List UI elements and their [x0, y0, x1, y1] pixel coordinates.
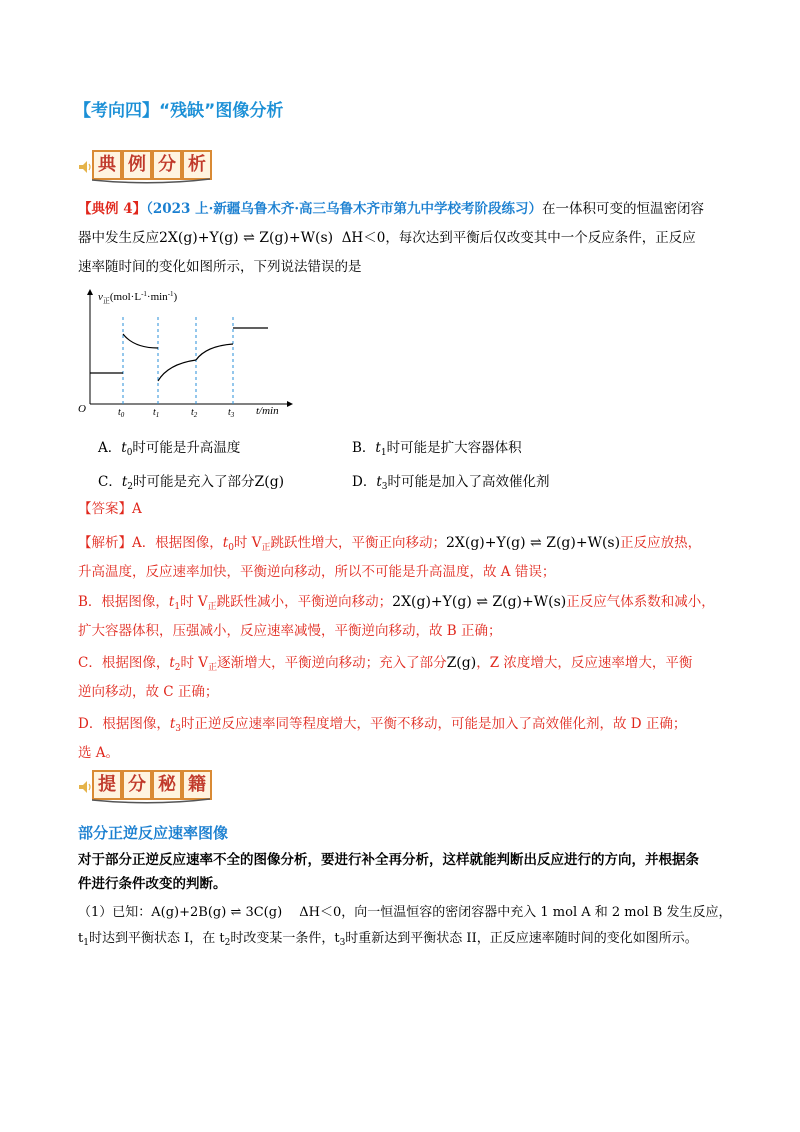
y-axis-label: $v_正(mol\cdot L^{-1}\cdot\min^{-1})$: [98, 290, 178, 305]
banner2-char-2: 分: [122, 770, 152, 800]
analysis-b-line-2: 扩大容器体积，压强减小，反应速率减慢，平衡逆向移动，故 B 正确；: [78, 623, 502, 639]
banner-underline-icon: [92, 796, 212, 806]
speaker-icon: [78, 160, 92, 174]
option-a[interactable]: A．$t_0$时可能是升高温度: [98, 440, 241, 458]
banner1-char-3: 分: [152, 150, 182, 180]
example-line-1: [78, 195, 738, 224]
banner-example-analysis: [78, 150, 218, 184]
example-delta: ΔH＜0: [341, 230, 386, 246]
option-b[interactable]: B．$t_1$时可能是扩大容器体积: [352, 440, 522, 458]
segment-t1-t2: [158, 360, 196, 381]
analysis-c-line-1: C．根据图像，$t_2$时 $V_正$逐渐增大，平衡逆向移动；充入了部分Z(g)，Z 浓度增大，反应速率增大，平衡: [78, 655, 693, 673]
banner1-char-2: 例: [122, 150, 152, 180]
segment-t0-t1: [123, 334, 158, 348]
answer: 【答案】A: [78, 501, 142, 517]
tips-heading: 部分正逆反应速率图像: [78, 824, 229, 842]
example-tag: 【典例 4】: [78, 201, 147, 217]
segment-t2-t3: [196, 344, 233, 360]
tips-bold-line-1: 对于部分正逆反应速率不全的图像分析，要进行补全再分析，这样就能判断出反应进行的方向，并根据条: [78, 852, 699, 868]
banner-tips: [78, 770, 218, 804]
analysis-a-line-2: 升高温度，反应速率加快，平衡逆向移动，所以不可能是升高温度，故 A 错误；: [78, 564, 556, 580]
option-d[interactable]: D．$t_3$时可能是加入了高效催化剂: [352, 474, 550, 492]
banner1-char-1: 典: [92, 150, 122, 180]
tick-label-t3: $t_3$: [228, 407, 235, 418]
example-text-2b: ，每次达到平衡后仅改变其中一个反应条件，正反应: [385, 230, 696, 246]
tips-q1-line-2: $t_1$时达到平衡状态 I，在 $t_2$时改变某一条件，$t_3$时重新达到平衡状态 II，正反应速率随时间的变化如图所示。: [78, 931, 698, 948]
origin-label: O: [78, 403, 86, 415]
example-text-2a: 器中发生反应: [78, 230, 159, 246]
example-equation: 2X(g)+Y(g) ⇌ Z(g)+W(s): [159, 230, 334, 246]
section-title: 【考向四】“残缺”图像分析: [74, 101, 284, 121]
tick-label-t0: $t_0$: [118, 407, 125, 418]
tick-label-t2: $t_2$: [191, 407, 198, 418]
analysis-d-line-1: D．根据图像，$t_3$时正逆反应速率同等程度增大，平衡不移动，可能是加入了高效催化剂，故 D 正确；: [78, 716, 687, 734]
speaker-icon: [78, 780, 92, 794]
example-text-1: 在一体积可变的恒温密闭容: [542, 201, 705, 217]
analysis-b-line-1: B．根据图像，$t_1$时 $V_正$跳跃性减小，平衡逆向移动；2X(g)+Y(g) ⇌ Z(g)+W(s)正反应气体系数和减小，: [78, 594, 715, 612]
example-source: （2023 上·新疆乌鲁木齐·高三乌鲁木齐市第九中学校考阶段练习）: [146, 201, 543, 217]
analysis-d-line-2: 选 A。: [78, 745, 120, 761]
option-c[interactable]: C．$t_2$时可能是充入了部分Z(g): [98, 474, 285, 492]
tick-label-t1: $t_1$: [153, 407, 160, 418]
banner2-char-4: 籍: [182, 770, 212, 800]
example-line-2: [78, 224, 738, 253]
tips-q1-line-1: （1）已知：A(g)+2B(g) ⇌ 3C(g) ΔH＜0，向一恒温恒容的密闭容器中充入 1 mol A 和 2 mol B 发生反应，: [78, 905, 732, 920]
analysis-c-line-2: 逆向移动，故 C 正确；: [78, 684, 219, 700]
banner1-char-4: 析: [182, 150, 212, 180]
analysis-a-line-1: 【解析】A．根据图像，$t_0$时 $V_正$跳跃性增大，平衡正向移动；2X(g)+Y(g) ⇌ Z(g)+W(s)正反应放热，: [78, 535, 702, 553]
banner-underline-icon: [92, 176, 212, 186]
example-line-3: 速率随时间的变化如图所示，下列说法错误的是: [78, 259, 362, 275]
rate-time-chart: [78, 286, 298, 418]
banner2-char-3: 秘: [152, 770, 182, 800]
x-axis-label: t/min: [256, 405, 279, 417]
banner2-char-1: 提: [92, 770, 122, 800]
tips-bold-line-2: 件进行条件改变的判断。: [78, 876, 227, 892]
